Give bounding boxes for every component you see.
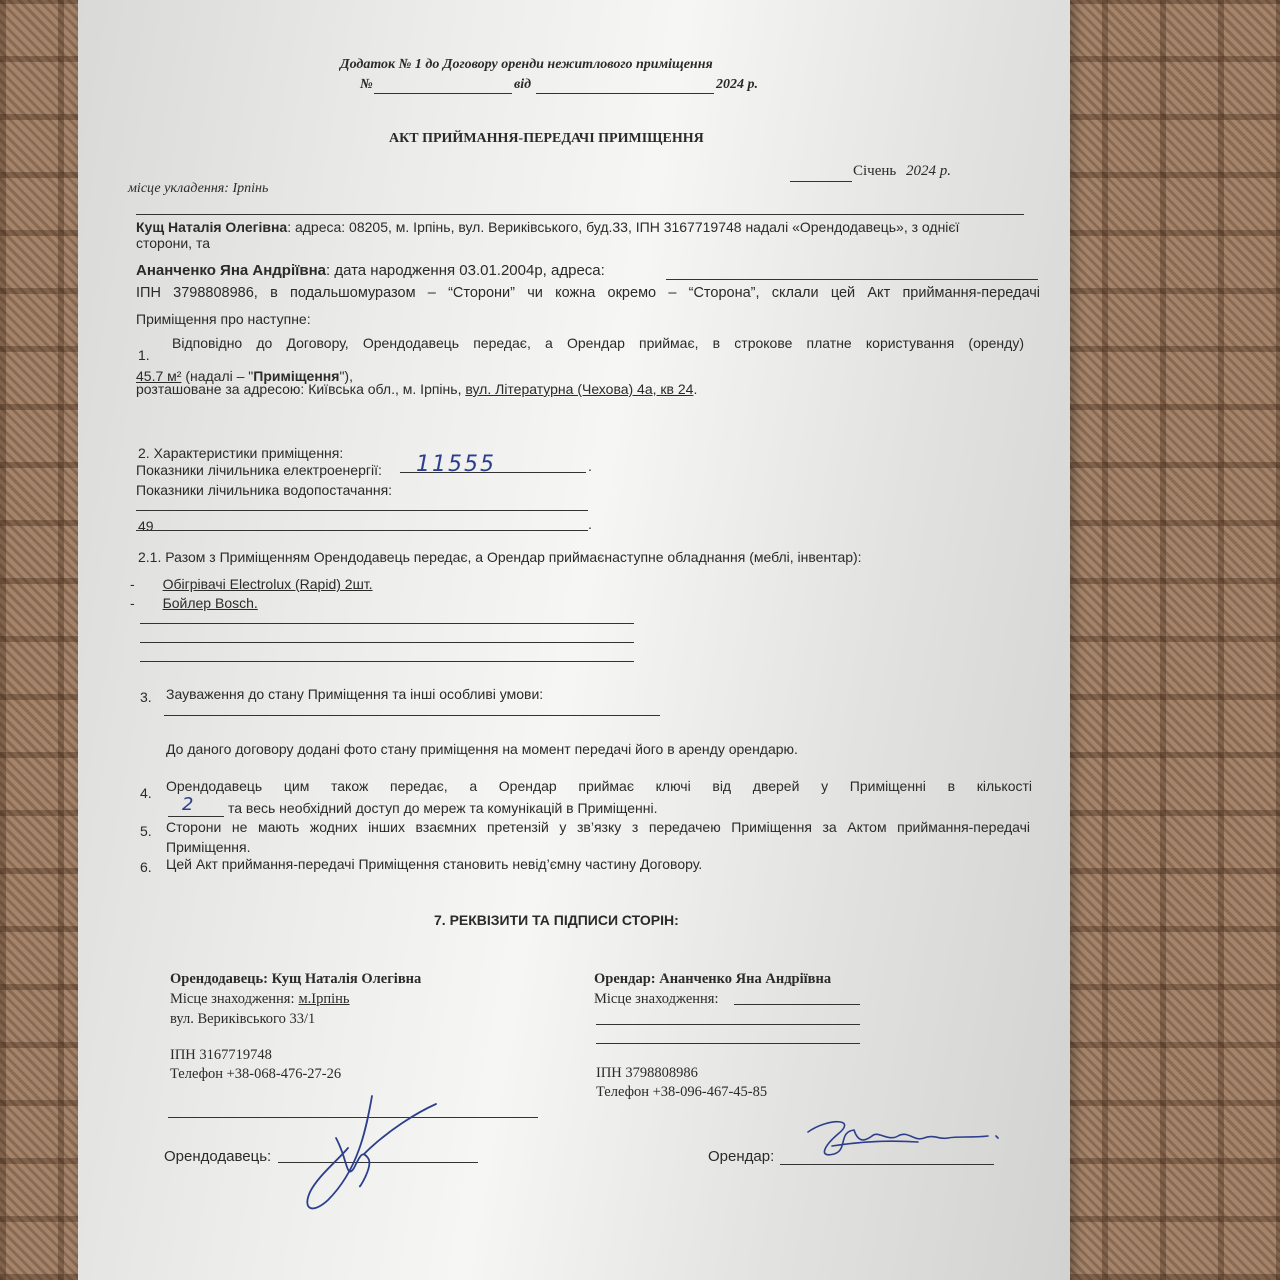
document-page [78, 0, 1070, 1280]
section4-number: 4. [140, 785, 152, 801]
water-blank-1 [136, 510, 588, 511]
section1-number: 1. [138, 347, 150, 363]
electricity-period: . [588, 458, 592, 474]
electricity-value: 11555 [416, 452, 496, 477]
section4-tail: та весь необхідний доступ до мереж та комунікацій в Приміщенні. [228, 800, 658, 816]
tenant-location-blank-1 [734, 1004, 860, 1005]
water-value: 49 [138, 518, 154, 534]
landlord-ipn: ІПН 3167719748 [170, 1047, 272, 1063]
equipment-blank-1 [140, 623, 634, 624]
landlord-heading: Орендодавець: Кущ Наталія Олегівна [170, 971, 422, 987]
section5-text [166, 818, 1030, 836]
section6-number: 6. [140, 859, 152, 875]
list-dash: - [130, 595, 135, 611]
header-year: 2024 р. [716, 77, 758, 92]
section4-text [166, 777, 1032, 795]
section1-text-line: Відповідно до Договору, Орендодавець передає, а Орендар приймає, в строкове платне користування (оренду) [172, 335, 1024, 351]
number-prefix: № [360, 77, 373, 92]
section5-tail: Приміщення. [166, 839, 251, 855]
number-blank [374, 93, 512, 94]
section2-title: 2. Характеристики приміщення: [138, 445, 344, 461]
water-blank-2 [136, 530, 588, 531]
section21-title: 2.1. Разом з Приміщенням Орендодавець передає, а Орендар приймаєнаступне обладнання (меблі, інвентар): [138, 549, 862, 565]
tenant-ipn: ІПН 3798808986 [596, 1065, 698, 1081]
water-period: . [588, 516, 592, 532]
tenant-signature-stroke [808, 1122, 998, 1155]
landlord-name: Кущ Наталія Олегівна [136, 219, 288, 235]
area-word: Приміщення [253, 368, 340, 384]
tenant-location-label: Місце знаходження: [594, 991, 719, 1007]
section6-text: Цей Акт приймання-передачі Приміщення становить невід’ємну частину Договору. [166, 856, 703, 872]
equipment-item-text: Обігрівачі Electrolux (Rapid) 2шт. [162, 576, 373, 592]
section1-address-line: розташоване за адресою: Київська обл., м. Ірпінь, вул. Літературна (Чехова) 4а, кв 24. [136, 381, 698, 397]
tenant-location-blank-3 [596, 1043, 860, 1044]
section1-text [172, 334, 1024, 352]
water-label: Показники лічильника водопостачання: [136, 482, 393, 498]
remarks-blank [164, 715, 660, 716]
section3-number: 3. [140, 689, 152, 705]
tenant-paragraph [136, 262, 605, 280]
landlord-phone: Телефон +38-068-476-27-26 [170, 1066, 342, 1082]
section3-note: До даного договору додані фото стану приміщення на момент передачі його в аренду орендарю. [166, 741, 798, 757]
day-blank [790, 181, 852, 182]
ipn-line [136, 284, 1040, 302]
act-title: АКТ ПРИЙМАННЯ-ПЕРЕДАЧІ ПРИМІЩЕННЯ [389, 131, 704, 146]
landlord-street: вул. Вериківського 33/1 [170, 1011, 316, 1027]
landlord-signature [288, 1090, 448, 1220]
landlord-paragraph [136, 218, 1036, 236]
tenant-name: Ананченко Яна Андріївна [136, 262, 326, 279]
landlord-details: : адреса: 08205, м. Ірпінь, вул. Вериківського, буд.33, ІПН 3167719748 надалі «Орендодавець», з однієї [287, 219, 960, 235]
ipn-tail: Приміщення про наступне: [136, 311, 311, 327]
tenant-signature [798, 1112, 1018, 1172]
date-month: Січень [853, 163, 897, 179]
section5-text-line: Сторони не мають жодних інших взаємних претензій у зв’язку з передачею Приміщення за Актом приймання-передачі [166, 819, 1030, 835]
tenant-phone: Телефон +38-096-467-45-85 [596, 1084, 768, 1100]
landlord-signature-label: Орендодавець: [164, 1148, 272, 1165]
area-note-open: (надалі – " [185, 368, 254, 384]
place-of-signing: місце укладення: Ірпінь [128, 181, 269, 196]
landlord-location-city: м.Ірпінь [298, 991, 350, 1007]
section7-title: 7. РЕКВІЗИТИ ТА ПІДПИСИ СТОРІН: [434, 912, 679, 928]
tenant-heading: Орендар: Ананченко Яна Андріївна [594, 971, 832, 987]
area-note-close: "), [339, 368, 353, 384]
landlord-location [170, 990, 350, 1008]
date-year: 2024 р. [906, 163, 951, 179]
address-label: розташоване за адресою: Київська обл., м. Ірпінь, [136, 381, 462, 397]
section5-number: 5. [140, 823, 152, 839]
landlord-tail: сторони, та [136, 235, 210, 251]
from-word: від [514, 77, 532, 92]
equipment-item [130, 594, 258, 612]
list-dash: - [130, 576, 135, 592]
address-value: вул. Літературна (Чехова) 4а, кв 24 [465, 381, 694, 397]
date-blank [536, 93, 714, 94]
tenant-location-blank-2 [596, 1024, 860, 1025]
equipment-blank-2 [140, 642, 634, 643]
section4-text-line: Орендодавець цим також передає, а Орендар приймає ключі від дверей у Приміщенні в кількості [166, 778, 1032, 794]
keys-count: 2 [182, 794, 194, 815]
equipment-blank-3 [140, 661, 634, 662]
ipn-line-text: ІПН 3798808986, в подальшомуразом – “Сторони” чи кожна окремо – “Сторона”, склали цей Акт приймання-передачі [136, 285, 1040, 301]
landlord-signature-stroke [307, 1096, 436, 1208]
tenant-address-blank [666, 279, 1038, 280]
landlord-location-label: Місце знаходження: [170, 991, 295, 1007]
separator-line [136, 214, 1024, 215]
electricity-label: Показники лічильника електроенергії: [136, 462, 382, 478]
tenant-details: : дата народження 03.01.2004р, адреса: [325, 262, 605, 279]
tenant-signature-label: Орендар: [708, 1148, 775, 1165]
keys-blank [168, 816, 224, 817]
appendix-title: Додаток № 1 до Договору оренди нежитлового приміщення [340, 57, 713, 72]
area-value: 45.7 м² [136, 368, 182, 384]
equipment-item-text: Бойлер Bosch. [162, 595, 258, 611]
equipment-item [130, 575, 373, 593]
section3-title: Зауваження до стану Приміщення та інші особливі умови: [166, 686, 544, 702]
